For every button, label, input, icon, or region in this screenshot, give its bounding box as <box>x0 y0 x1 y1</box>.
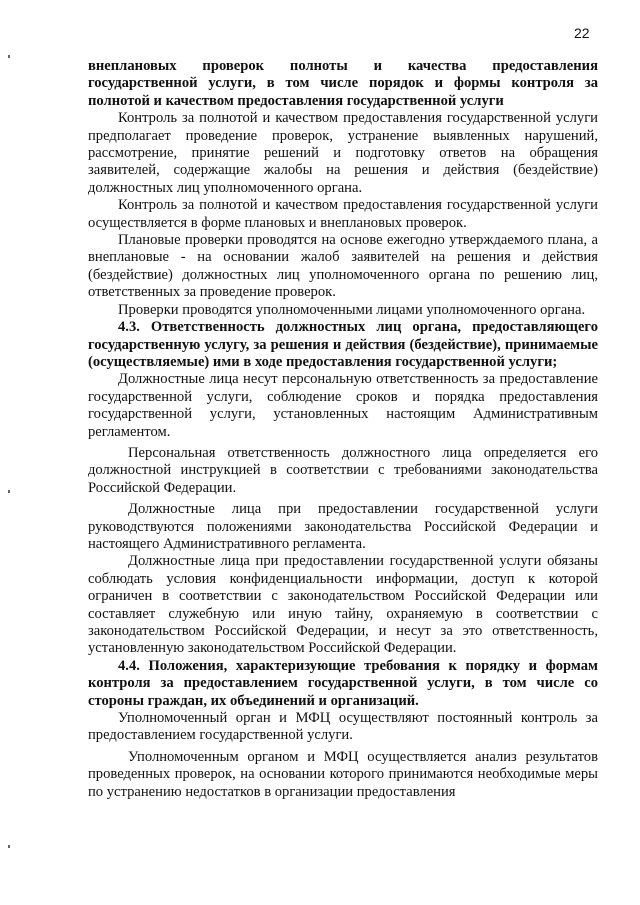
paragraph-officials-responsibility: Должностные лица несут персональную ответственность за предоставление государственной услуги, соблюдение сроков и порядка предоставления государственной услуги, установленных настоящим Административным регламентом. <box>88 371 598 440</box>
paragraph-analysis: Уполномоченным органом и МФЦ осуществляется анализ результатов проведенных проверок, на основании которого принимаются необходимые меры по устранению недостатков в организации предоставления <box>88 748 598 800</box>
paragraph-planned-inspections: Плановые проверки проводятся на основе ежегодно утверждаемого плана, а внеплановые - на основании жалоб заявителей на решения и действия (бездействие) должностных лиц уполномоченного органа по решению лиц, ответственных за проведение проверок. <box>88 232 598 301</box>
scan-mark <box>8 845 10 848</box>
paragraph-legislation-guidance: Должностные лица при предоставлении государственной услуги руководствуются положениями законодательства Российской Федерации и настоящего Административного регламента. <box>88 501 598 552</box>
section-heading-continued: внеплановых проверок полноты и качества предоставления государственной услуги, в том числе порядок и формы контроля за полнотой и качеством предоставления государственной услуги <box>88 58 598 109</box>
scan-mark <box>8 55 10 58</box>
document-body <box>88 58 598 801</box>
paragraph-confidentiality: Должностные лица при предоставлении государственной услуги обязаны соблюдать условия конфиденциальности информации, доступ к которой ограничен в соответствии с законодательством Российской Федерации или составляет служебную или иную тайну, охраняемую в соответствии с законодательством Российской Федерации, и несут за это ответственность, установленную законодательством Российской Федерации. <box>88 553 598 657</box>
paragraph-personal-responsibility: Персональная ответственность должностного лица определяется его должностной инструкцией в соответствии с требованиями законодательства Российской Федерации. <box>88 444 598 496</box>
scan-mark <box>8 490 10 493</box>
paragraph-control-scope: Контроль за полнотой и качеством предоставления государственной услуги предполагает проведение проверок, устранение выявленных нарушений, рассмотрение, принятие решений и подготовку ответов на обращения заявителей, содержащие жалобы на решения и действия (бездействие) должностных лиц уполномоченного органа. <box>88 110 598 196</box>
section-heading-4-3: 4.3. Ответственность должностных лиц органа, предоставляющего государственную услугу, за решения и действия (бездействие), принимаемые (осуществляемые) ими в ходе предоставления государственной услуги; <box>88 319 598 370</box>
section-heading-4-4: 4.4. Положения, характеризующие требования к порядку и формам контроля за предоставлением государственной услуги, в том числе со стороны граждан, их объединений и организаций. <box>88 657 598 709</box>
paragraph-inspectors: Проверки проводятся уполномоченными лицами уполномоченного органа. <box>118 301 586 318</box>
page-number: 22 <box>574 25 590 41</box>
paragraph-control-forms: Контроль за полнотой и качеством предоставления государственной услуги осуществляется в форме плановых и внеплановых проверок. <box>88 197 598 231</box>
paragraph-permanent-control: Уполномоченный орган и МФЦ осуществляют постоянный контроль за предоставлением государственной услуги. <box>88 710 598 744</box>
